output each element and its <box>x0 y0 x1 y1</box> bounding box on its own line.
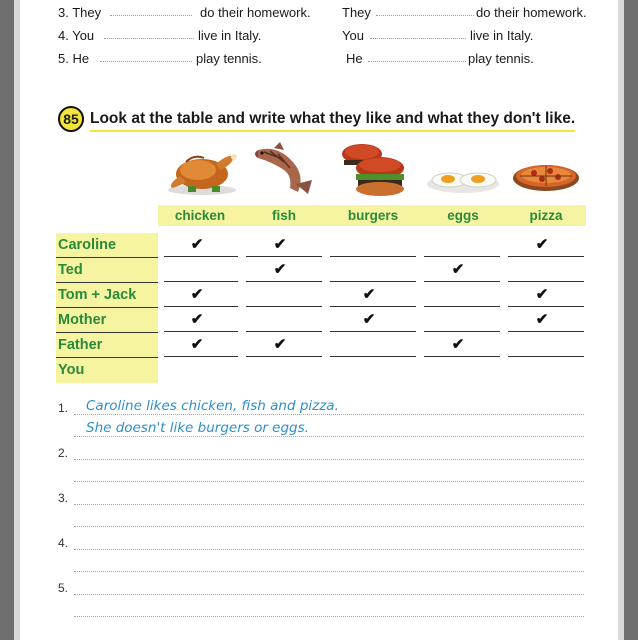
blank[interactable] <box>110 4 192 16</box>
tick-mark-pizza[interactable]: ✔ <box>535 311 549 328</box>
answer-line[interactable] <box>74 549 584 550</box>
row-name-tom-jack: Tom + Jack <box>58 287 137 303</box>
row-number: 4. You <box>58 28 95 43</box>
row-name-ted: Ted <box>58 262 83 278</box>
row-pronoun: They <box>342 5 371 20</box>
row-text: do their homework. <box>200 5 311 20</box>
blank[interactable] <box>368 50 466 62</box>
table-cell-line <box>330 356 416 357</box>
answer-number-2: 2. <box>58 446 69 460</box>
row-name-father: Father <box>58 337 103 353</box>
table-cell-line <box>330 281 416 282</box>
tick-mark-burgers[interactable]: ✔ <box>362 286 376 303</box>
table-cell-line <box>164 281 238 282</box>
table-cell-line <box>246 256 322 257</box>
table-cell-line <box>246 306 322 307</box>
tick-mark-pizza[interactable]: ✔ <box>535 286 549 303</box>
column-header-fish: fish <box>271 208 296 223</box>
answer-line[interactable] <box>74 436 584 437</box>
frame-right <box>624 0 638 640</box>
answer-line[interactable] <box>74 414 584 415</box>
blank[interactable] <box>104 27 194 39</box>
tick-mark-fish[interactable]: ✔ <box>273 236 287 253</box>
blank[interactable] <box>100 50 192 62</box>
roast-chicken-icon <box>164 140 240 198</box>
blank[interactable] <box>376 4 474 16</box>
table-cell-line <box>508 256 584 257</box>
tick-mark-burgers[interactable]: ✔ <box>362 311 376 328</box>
answer-line[interactable] <box>74 481 584 482</box>
row-text: play tennis. <box>196 51 262 66</box>
table-cell-line <box>508 331 584 332</box>
row-number: 5. He <box>58 51 90 66</box>
table-cell-line <box>246 356 322 357</box>
exercise-row-4 <box>20 27 618 45</box>
burger-icon <box>332 140 412 198</box>
tick-mark-chicken[interactable]: ✔ <box>190 286 204 303</box>
table-cell-line <box>330 306 416 307</box>
row-text: live in Italy. <box>198 28 262 43</box>
answer-number-1: 1. <box>58 401 69 415</box>
column-header-chicken: chicken <box>174 208 226 223</box>
answer-line[interactable] <box>74 504 584 505</box>
exercise-instruction: Look at the table and write what they like and what they don't like. <box>90 110 575 132</box>
frame-inner-right <box>618 0 624 640</box>
fried-eggs-icon <box>424 140 502 198</box>
table-cell-line <box>424 306 500 307</box>
row-name-caroline: Caroline <box>58 237 117 253</box>
answer-number-5: 5. <box>58 581 69 595</box>
tick-mark-chicken[interactable]: ✔ <box>190 311 204 328</box>
exercise-number-badge: 85 <box>58 106 84 132</box>
example-answer-line-1: Caroline likes chicken, fish and pizza. <box>86 398 339 414</box>
name-underline <box>56 307 158 308</box>
example-answer-line-2: She doesn't like burgers or eggs. <box>86 420 309 436</box>
blank[interactable] <box>370 27 466 39</box>
tick-mark-fish[interactable]: ✔ <box>273 336 287 353</box>
column-header-eggs: eggs <box>447 208 479 223</box>
table-cell-line <box>330 256 416 257</box>
row-number: 3. They <box>58 5 102 20</box>
name-underline <box>56 332 158 333</box>
column-header-burgers: burgers <box>347 208 399 223</box>
table-cell-line <box>424 256 500 257</box>
tick-mark-eggs[interactable]: ✔ <box>451 261 465 278</box>
row-pronoun: He <box>346 51 363 66</box>
tick-mark-eggs[interactable]: ✔ <box>451 336 465 353</box>
row-text: live in Italy. <box>470 28 534 43</box>
answer-line[interactable] <box>74 594 584 595</box>
tick-mark-pizza[interactable]: ✔ <box>535 236 549 253</box>
row-name-you: You <box>58 362 85 378</box>
name-underline <box>56 357 158 358</box>
answer-line[interactable] <box>74 526 584 527</box>
answer-number-3: 3. <box>58 491 69 505</box>
row-text: play tennis. <box>468 51 534 66</box>
answer-number-4: 4. <box>58 536 69 550</box>
answer-line[interactable] <box>74 616 584 617</box>
name-underline <box>56 257 158 258</box>
table-cell-line <box>164 331 238 332</box>
row-text: do their homework. <box>476 5 587 20</box>
tick-mark-chicken[interactable]: ✔ <box>190 236 204 253</box>
table-cell-line <box>164 356 238 357</box>
table-cell-line <box>164 256 238 257</box>
table-cell-line <box>424 331 500 332</box>
table-cell-line <box>246 331 322 332</box>
worksheet-page <box>20 0 618 640</box>
answer-line[interactable] <box>74 571 584 572</box>
table-cell-line <box>508 306 584 307</box>
row-pronoun: You <box>342 28 364 43</box>
pizza-icon <box>510 140 582 198</box>
answer-line[interactable] <box>74 459 584 460</box>
table-cell-line <box>424 356 500 357</box>
exercise-row-3 <box>20 4 618 22</box>
frame-left <box>0 0 14 640</box>
column-header-pizza: pizza <box>529 208 563 223</box>
table-cell-line <box>246 281 322 282</box>
tick-mark-chicken[interactable]: ✔ <box>190 336 204 353</box>
name-underline <box>56 282 158 283</box>
table-cell-line <box>330 331 416 332</box>
table-cell-line <box>424 281 500 282</box>
table-cell-line <box>508 356 584 357</box>
exercise-row-5 <box>20 50 618 68</box>
table-cell-line <box>508 281 584 282</box>
tick-mark-fish[interactable]: ✔ <box>273 261 287 278</box>
row-name-mother: Mother <box>58 312 107 328</box>
table-cell-line <box>164 306 238 307</box>
fish-icon <box>250 140 322 198</box>
